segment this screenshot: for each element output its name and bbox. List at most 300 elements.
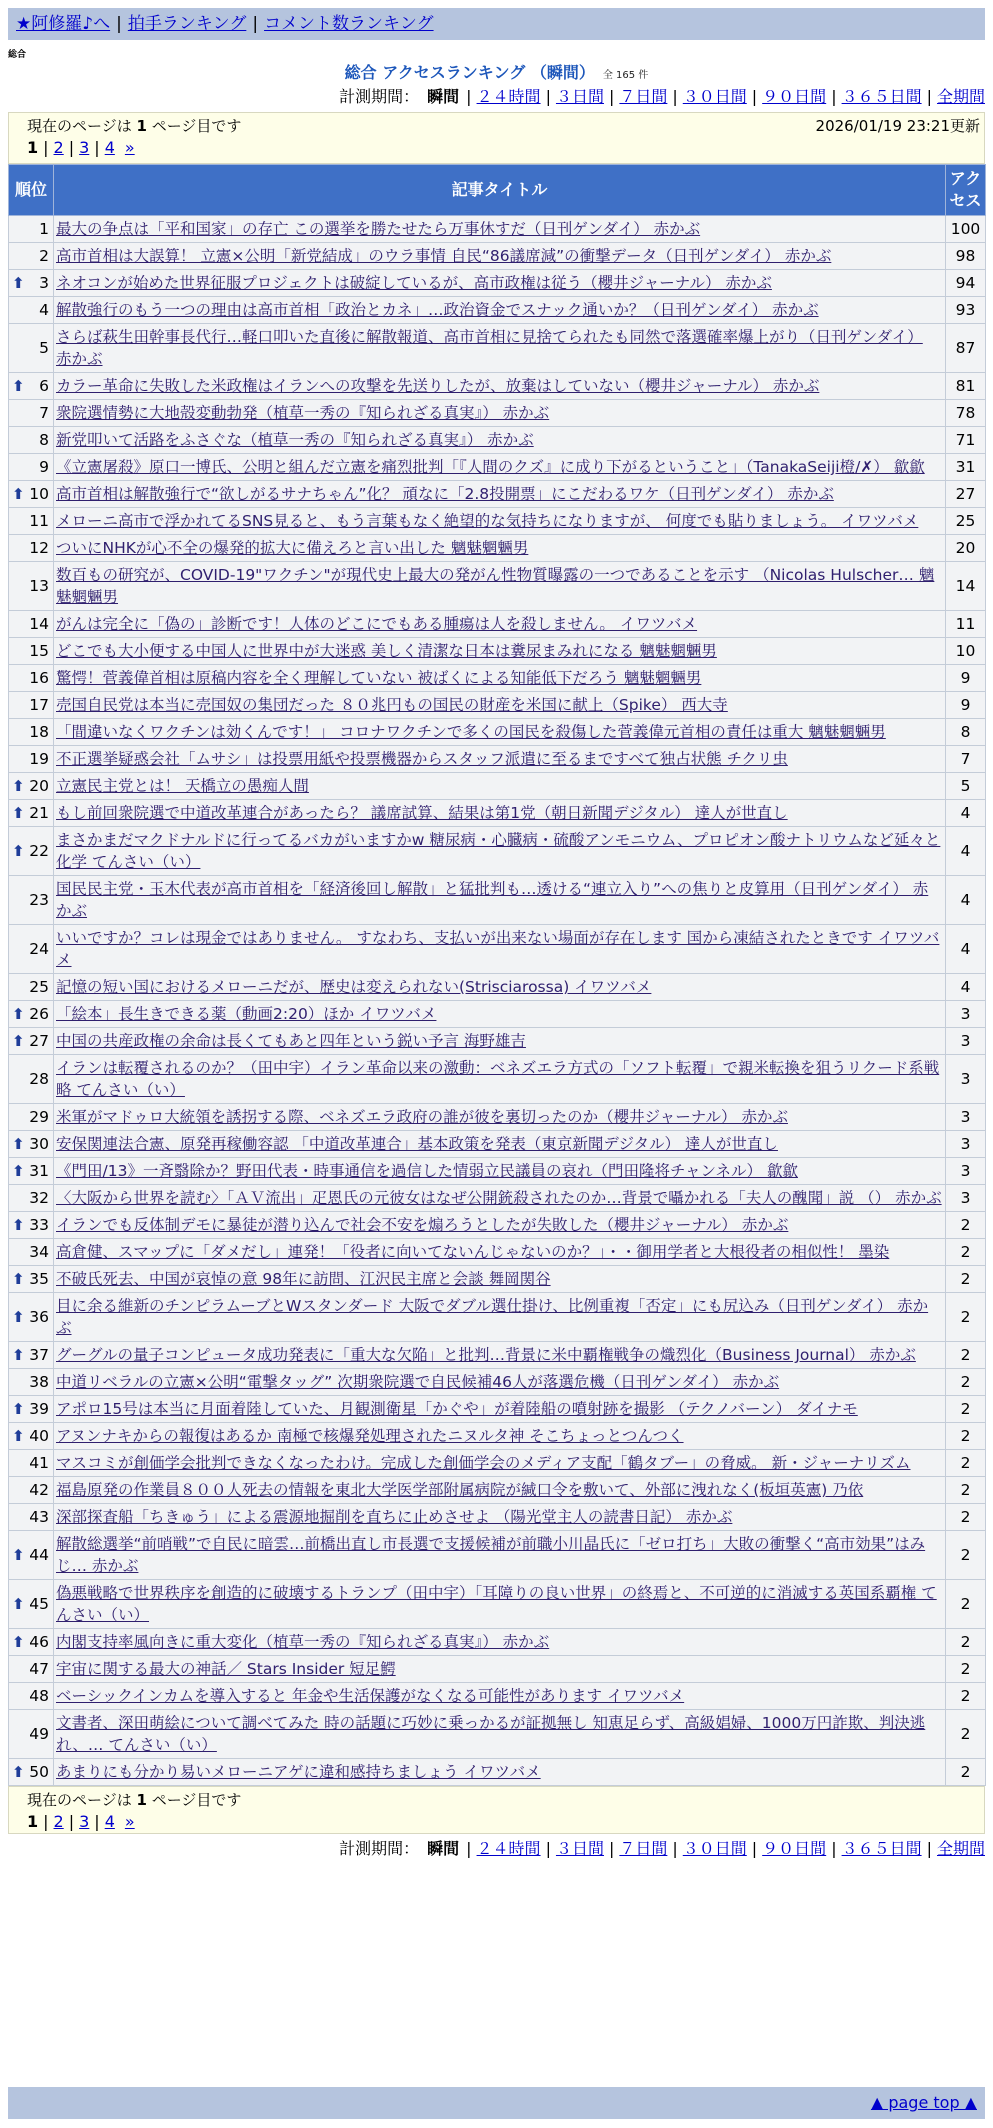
title-cell — [54, 876, 946, 925]
title-cell — [54, 1450, 946, 1477]
title-cell — [54, 1104, 946, 1131]
table-row — [9, 373, 986, 400]
top-nav-bar: ★阿修羅♪へ | 拍手ランキング | コメント数ランキング — [8, 8, 985, 40]
rank-number: 14 — [29, 615, 49, 633]
page-3-link[interactable]: 3 — [79, 138, 90, 157]
table-row — [9, 1342, 986, 1369]
table-row — [9, 400, 986, 427]
access-count: 8 — [946, 719, 986, 746]
article-link[interactable]: がんは完全に「偽の」診断です！人体のどこにでもある腫瘍は人を殺しません。 イワツバメ — [56, 615, 698, 633]
up-arrow-icon: ⬆ — [12, 842, 25, 860]
article-link[interactable]: 中道リベラルの立憲×公明“電撃タッグ” 次期衆院選で自民候補46人が落選危機（日刊ゲンダイ） 赤かぶ — [56, 1373, 780, 1391]
access-count: 2 — [946, 1531, 986, 1580]
period-90d-link[interactable]: ９０日間 — [762, 1839, 827, 1858]
article-link[interactable]: ベーシックインカムを導入すると 年金や生活保護がなくなる可能性があります イワツバメ — [56, 1687, 685, 1705]
page-4-link[interactable]: 4 — [104, 138, 115, 157]
title-cell — [54, 1477, 946, 1504]
up-arrow-icon: ⬆ — [12, 1346, 25, 1364]
table-row — [9, 1055, 986, 1104]
period-3d-link[interactable]: ３日間 — [555, 1839, 604, 1858]
table-row — [9, 1369, 986, 1396]
article-link[interactable]: 解散総選挙“前哨戦”で自民に暗雲…前橋出直し市長選で支援候補が前職小川晶氏に「ゼロ打ち」大敗の衝撃く“高市効果”はみじ… 赤かぶ — [56, 1535, 926, 1575]
table-row — [9, 454, 986, 481]
table-row — [9, 1531, 986, 1580]
rank-number: 38 — [29, 1373, 49, 1391]
up-arrow-icon: ⬆ — [12, 1032, 25, 1050]
title-cell — [54, 1423, 946, 1450]
rank-cell — [9, 876, 54, 925]
access-count: 14 — [946, 562, 986, 611]
article-link[interactable]: 国民民主党・玉木代表が高市首相を「経済後回し解散」と猛批判も…透ける“連立入り”への焦りと皮算用（日刊ゲンダイ） 赤かぶ — [56, 880, 929, 920]
ranking-heading — [0, 62, 993, 87]
rank-cell — [9, 1423, 54, 1450]
table-row — [9, 535, 986, 562]
title-cell — [54, 535, 946, 562]
table-row — [9, 1158, 986, 1185]
article-link[interactable]: 売国自民党は本当に売国奴の集団だった ８０兆円もの国民の財産を米国に献上（Spike） 西大寺 — [56, 696, 728, 714]
up-arrow-icon: ⬆ — [12, 804, 25, 822]
rank-number: 35 — [29, 1270, 49, 1288]
up-arrow-icon: ⬆ — [12, 1400, 25, 1418]
title-cell — [54, 1710, 946, 1759]
article-link[interactable]: イランでも反体制デモに暴徒が潜り込んで社会不安を煽ろうとしたが失敗した（櫻井ジャーナル） 赤かぶ — [56, 1216, 789, 1234]
title-cell — [54, 562, 946, 611]
rank-cell — [9, 297, 54, 324]
access-count: 2 — [946, 1396, 986, 1423]
rank-number: 7 — [39, 404, 49, 422]
rank-number: 33 — [29, 1216, 49, 1234]
access-count: 100 — [946, 216, 986, 243]
access-count: 87 — [946, 324, 986, 373]
rank-number: 10 — [29, 485, 49, 503]
rank-cell — [9, 1450, 54, 1477]
article-link[interactable]: アポロ15号は本当に月面着陸していた、月観測衛星「かぐや」が着陸船の噴射跡を撮影 （テクノバーン） ダイナモ — [56, 1400, 858, 1418]
rank-number: 48 — [29, 1687, 49, 1705]
article-link[interactable]: 《立憲屠殺》原口一博氏、公明と組んだ立憲を痛烈批判「『人間のクズ』に成り下がるということ」（TanakaSeiji橙/✗） 歙歙 — [56, 458, 925, 476]
rank-number: 8 — [39, 431, 49, 449]
rank-cell — [9, 1759, 54, 1786]
article-link[interactable]: まさかまだマクドナルドに行ってるバカがいますかw 糖尿病・心臓病・硫酸アンモニウム、プロピオン酸ナトリウムなど延々と化学 てんさい（い） — [56, 831, 941, 871]
rank-number: 40 — [29, 1427, 49, 1445]
title-cell — [54, 1342, 946, 1369]
rank-number: 26 — [29, 1005, 49, 1023]
access-column-header: アクセス — [946, 165, 986, 216]
table-row — [9, 562, 986, 611]
period-90d-link[interactable]: ９０日間 — [762, 87, 827, 106]
rank-number: 31 — [29, 1162, 49, 1180]
up-arrow-icon: ⬆ — [12, 377, 25, 395]
rank-cell — [9, 1266, 54, 1293]
title-cell — [54, 1293, 946, 1342]
access-count: 9 — [946, 665, 986, 692]
pager-bottom — [8, 1786, 985, 1834]
table-row — [9, 665, 986, 692]
rank-number: 43 — [29, 1508, 49, 1526]
rank-cell — [9, 1055, 54, 1104]
rank-number: 13 — [29, 577, 49, 595]
up-arrow-icon: ⬆ — [12, 1595, 25, 1613]
rank-cell — [9, 827, 54, 876]
rank-number: 1 — [39, 220, 49, 238]
access-count: 3 — [946, 1185, 986, 1212]
article-link[interactable]: あまりにも分かり易いメローニアゲに違和感持ちましょう イワツバメ — [56, 1763, 541, 1781]
article-link[interactable]: いいですか？コレは現金ではありません。 すなわち、支払いが出来ない場面が存在します 国から凍結されたときです イワツバメ — [56, 929, 940, 969]
access-count: 2 — [946, 1450, 986, 1477]
article-link[interactable]: 不破氏死去、中国が哀悼の意 98年に訪問、江沢民主席と会談 舞岡関谷 — [56, 1270, 551, 1288]
access-count: 4 — [946, 800, 986, 827]
title-cell — [54, 324, 946, 373]
table-row — [9, 297, 986, 324]
rank-cell — [9, 1185, 54, 1212]
article-link[interactable]: 米軍がマドゥロ大統領を誘拐する際、ベネズエラ政府の誰が彼を裏切ったのか（櫻井ジャーナル） 赤かぶ — [56, 1108, 788, 1126]
rank-cell — [9, 1369, 54, 1396]
up-arrow-icon: ⬆ — [12, 1005, 25, 1023]
title-cell — [54, 1212, 946, 1239]
access-count: 4 — [946, 974, 986, 1001]
period-24h-link[interactable]: ２４時間 — [476, 1839, 541, 1858]
access-count: 2 — [946, 1266, 986, 1293]
period-selector-bottom: 計測期間： 瞬間 | ２４時間 | ３日間 | ７日間 | ３０日間 | ９０日間 | ３６５日間 | 全期間 — [339, 1839, 985, 1858]
rank-cell — [9, 611, 54, 638]
period-365d-link[interactable]: ３６５日間 — [841, 1839, 922, 1858]
rank-number: 21 — [29, 804, 49, 822]
title-cell — [54, 827, 946, 876]
table-row — [9, 216, 986, 243]
article-link[interactable]: 高倉健、スマップに「ダメだし」連発！「役者に向いてないんじゃないのか？」・・御用学者と大根役者の相似性！ 墨染 — [56, 1243, 890, 1261]
period-7d-link[interactable]: ７日間 — [619, 1839, 668, 1858]
rank-cell — [9, 1104, 54, 1131]
up-arrow-icon: ⬆ — [12, 485, 25, 503]
title-cell — [54, 611, 946, 638]
rank-number: 28 — [29, 1070, 49, 1088]
article-link[interactable]: カラー革命に失敗した米政権はイランへの攻撃を先送りしたが、放棄はしていない（櫻井ジャーナル） 赤かぶ — [56, 377, 820, 395]
access-count: 2 — [946, 1580, 986, 1629]
rank-number: 27 — [29, 1032, 49, 1050]
article-link[interactable]: 偽悪戦略で世界秩序を創造的に破壊するトランプ（田中宇）「耳障りの良い世界」の終焉と、不可逆的に消滅する英国系覇権 てんさい（い） — [56, 1584, 937, 1624]
rank-cell — [9, 1239, 54, 1266]
rank-number: 24 — [29, 940, 49, 958]
rank-cell — [9, 373, 54, 400]
article-link[interactable]: 「絵本」長生きできる薬（動画2:20）ほか イワツバメ — [56, 1005, 437, 1023]
article-link[interactable]: 高市首相は解散強行で“欲しがるサナちゃん”化？ 頑なに「2.8投開票」にこだわるワケ（日刊ゲンダイ） 赤かぶ — [56, 485, 834, 503]
article-link[interactable]: ついにNHKが心不全の爆発的拡大に備えろと言い出した 魑魅魍魎男 — [56, 539, 529, 557]
rank-number: 50 — [29, 1763, 49, 1781]
article-link[interactable]: 衆院選情勢に大地殻変動勃発（植草一秀の『知られざる真実』） 赤かぶ — [56, 404, 550, 422]
access-count: 3 — [946, 1055, 986, 1104]
access-count: 2 — [946, 1293, 986, 1342]
title-cell — [54, 773, 946, 800]
rank-cell — [9, 800, 54, 827]
title-cell — [54, 1158, 946, 1185]
article-link[interactable]: 中国の共産政権の余命は長くてもあと四年という鋭い予言 海野雄吉 — [56, 1032, 526, 1050]
access-count: 4 — [946, 876, 986, 925]
table-row — [9, 1710, 986, 1759]
article-link[interactable]: 数百もの研究が、COVID-19"ワクチン"が現代史上最大の発がん性物質曝露の一つであることを示す （Nicolas Hulscher… 魑魅魍魎男 — [56, 566, 935, 606]
access-count: 2 — [946, 1342, 986, 1369]
rank-number: 49 — [29, 1725, 49, 1743]
article-link[interactable]: ネオコンが始めた世界征服プロジェクトは破綻しているが、高市政権は従う（櫻井ジャーナル） 赤かぶ — [56, 274, 772, 292]
table-row — [9, 1266, 986, 1293]
rank-number: 36 — [29, 1308, 49, 1326]
article-link[interactable]: 〈大阪から世界を読む〉「ＡＶ流出」疋恩氏の元彼女はなぜ公開銃殺されたのか…背景で囁かれる「夫人の醜聞」説 （） 赤かぶ — [56, 1189, 942, 1207]
title-cell — [54, 719, 946, 746]
rank-cell — [9, 427, 54, 454]
rank-number: 4 — [39, 301, 49, 319]
rank-cell — [9, 1131, 54, 1158]
article-link[interactable]: 最大の争点は「平和国家」の存亡 この選挙を勝たせたら万事休すだ（日刊ゲンダイ） 赤かぶ — [56, 220, 701, 238]
access-count: 3 — [946, 1104, 986, 1131]
rank-cell — [9, 1028, 54, 1055]
access-count: 2 — [946, 1504, 986, 1531]
rank-number: 6 — [39, 377, 49, 395]
article-link[interactable]: もし前回衆院選で中道改革連合があったら？ 議席試算、結果は第1党（朝日新聞デジタル） 達人が世直し — [56, 804, 788, 822]
table-row — [9, 1580, 986, 1629]
table-row — [9, 1504, 986, 1531]
up-arrow-icon: ⬆ — [12, 274, 25, 292]
rank-cell — [9, 454, 54, 481]
up-arrow-icon: ⬆ — [12, 1633, 25, 1651]
title-cell — [54, 1656, 946, 1683]
access-count: 2 — [946, 1423, 986, 1450]
rank-number: 11 — [29, 512, 49, 530]
table-row — [9, 508, 986, 535]
rank-cell — [9, 1001, 54, 1028]
article-link[interactable]: 目に余る維新のチンピラムーブとWスタンダード 大阪でダブル選仕掛け、比例重複「否定」にも尻込み（日刊ゲンダイ） 赤かぶ — [56, 1297, 929, 1337]
rank-cell — [9, 773, 54, 800]
page-top-link[interactable]: ▲ page top ▲ — [870, 2093, 977, 2112]
page-1-current: 1 — [27, 138, 39, 157]
table-row — [9, 974, 986, 1001]
period-365d-link[interactable]: ３６５日間 — [841, 87, 922, 106]
period-30d-link[interactable]: ３０日間 — [682, 1839, 747, 1858]
article-link[interactable]: メローニ高市で浮かれてるSNS見ると、もう言葉もなく絶望的な気持ちになりますが、 何度でも貼りましょう。 イワツバメ — [56, 512, 919, 530]
rank-number: 37 — [29, 1346, 49, 1364]
article-link[interactable]: 不正選挙疑惑会社「ムサシ」は投票用紙や投票機器からスタッフ派遣に至るまですべて独占状態 チクリ虫 — [56, 750, 788, 768]
rank-cell — [9, 400, 54, 427]
access-count: 2 — [946, 1629, 986, 1656]
article-link[interactable]: さらば萩生田幹事長代行…軽口叩いた直後に解散報道、高市首相に見捨てられたも同然で落選確率爆上がり（日刊ゲンダイ） 赤かぶ — [56, 328, 923, 368]
title-cell — [54, 1504, 946, 1531]
home-link[interactable]: ★阿修羅♪へ — [16, 14, 111, 34]
rank-cell — [9, 638, 54, 665]
title-cell — [54, 1580, 946, 1629]
title-cell — [54, 481, 946, 508]
ranking-table — [8, 164, 986, 1786]
access-count: 2 — [946, 1212, 986, 1239]
access-count: 2 — [946, 1239, 986, 1266]
period-3d-link[interactable]: ３日間 — [555, 87, 604, 106]
period-all-link[interactable]: 全期間 — [936, 87, 985, 106]
rank-cell — [9, 1656, 54, 1683]
table-row — [9, 1028, 986, 1055]
rank-cell — [9, 925, 54, 974]
period-selector-top: 計測期間： 瞬間 | ２４時間 | ３日間 | ７日間 | ３０日間 | ９０日間 | ３６５日間 | 全期間 — [339, 87, 985, 106]
rank-number: 18 — [29, 723, 49, 741]
title-cell — [54, 400, 946, 427]
access-count: 94 — [946, 270, 986, 297]
rank-number: 47 — [29, 1660, 49, 1678]
access-count: 3 — [946, 1131, 986, 1158]
access-count: 78 — [946, 400, 986, 427]
table-row — [9, 1239, 986, 1266]
title-cell — [54, 1266, 946, 1293]
rank-number: 22 — [29, 842, 49, 860]
period-30d-link[interactable]: ３０日間 — [682, 87, 747, 106]
rank-cell — [9, 1504, 54, 1531]
rank-number: 42 — [29, 1481, 49, 1499]
title-cell — [54, 270, 946, 297]
article-link[interactable]: 記憶の短い国におけるメローニだが、歴史は変えられない(Strisciarossa) イワツバメ — [56, 978, 652, 996]
rank-cell — [9, 719, 54, 746]
page-2-link[interactable]: 2 — [53, 138, 64, 157]
table-row — [9, 1629, 986, 1656]
rank-cell — [9, 1710, 54, 1759]
article-link[interactable]: 深部探査船「ちきゅう」による震源地掘削を直ちに止めさせよ （陽光堂主人の読書日記） 赤かぶ — [56, 1508, 733, 1526]
table-row — [9, 719, 986, 746]
period-24h-link[interactable]: ２４時間 — [476, 87, 541, 106]
next-page-link[interactable]: » — [124, 138, 135, 157]
pager-top — [8, 112, 985, 164]
rank-number: 2 — [39, 247, 49, 265]
up-arrow-icon: ⬆ — [12, 1763, 25, 1781]
current-page-text: 現在のページは 1 ページ目です — [27, 1791, 242, 1809]
article-link[interactable]: アヌンナキからの報復はあるか 南極で核爆発処理されたニヌルタ神 そこちょっとつんつく — [56, 1427, 684, 1445]
article-link[interactable]: 新党叩いて活路をふさぐな（植草一秀の『知られざる真実』） 赤かぶ — [56, 431, 534, 449]
table-row — [9, 1001, 986, 1028]
title-cell — [54, 1239, 946, 1266]
rank-number: 46 — [29, 1633, 49, 1651]
up-arrow-icon: ⬆ — [12, 1427, 25, 1445]
up-arrow-icon: ⬆ — [12, 1308, 25, 1326]
article-link[interactable]: 「間違いなくワクチンは効くんです！」 コロナワクチンで多くの国民を殺傷した菅義偉元首相の責任は重大 魑魅魍魎男 — [56, 723, 886, 741]
table-row — [9, 1450, 986, 1477]
table-row — [9, 481, 986, 508]
article-link[interactable]: 解散強行のもう一つの理由は高市首相「政治とカネ」…政治資金でスナック通いか？（日刊ゲンダイ） 赤かぶ — [56, 301, 819, 319]
article-link[interactable]: イランは転覆されるのか？（田中宇）イラン革命以来の激動：ベネズエラ方式の「ソフト転覆」で親米転換を狙うリクード系戦略 てんさい（い） — [56, 1059, 940, 1099]
rank-number: 16 — [29, 669, 49, 687]
rank-cell — [9, 1293, 54, 1342]
access-count: 7 — [946, 746, 986, 773]
table-row — [9, 827, 986, 876]
rank-number: 45 — [29, 1595, 49, 1613]
article-link[interactable]: 安保関連法合憲、原発再稼働容認 「中道改革連合」基本政策を発表（東京新聞デジタル） 達人が世直し — [56, 1135, 778, 1153]
access-count: 98 — [946, 243, 986, 270]
access-count: 5 — [946, 773, 986, 800]
access-count: 2 — [946, 1683, 986, 1710]
updated-timestamp: 2026/01/19 23:21更新 — [815, 117, 980, 135]
article-link[interactable]: 立憲民主党とは！ 天橋立の愚痴人間 — [56, 777, 309, 795]
table-row — [9, 773, 986, 800]
clap-ranking-link[interactable]: 拍手ランキング — [127, 14, 247, 34]
rank-number: 12 — [29, 539, 49, 557]
article-link[interactable]: 《門田/13》一斉翳除か？野田代表・時事通信を過信した情弱立民議員の哀れ（門田隆将チャンネル） 歙歙 — [56, 1162, 798, 1180]
access-count: 3 — [946, 1028, 986, 1055]
rank-cell — [9, 1580, 54, 1629]
article-link[interactable]: グーグルの量子コンピュータ成功発表に「重大な欠陥」と批判…背景に米中覇権戦争の熾烈化（Business Journal） 赤かぶ — [56, 1346, 916, 1364]
table-row — [9, 692, 986, 719]
access-count: 93 — [946, 297, 986, 324]
access-count: 71 — [946, 427, 986, 454]
page-1-current: 1 — [27, 1812, 39, 1831]
rank-cell — [9, 1342, 54, 1369]
article-link[interactable]: 福島原発の作業員８００人死去の情報を東北大学医学部附属病院が緘口令を敷いて、外部に洩れなく(板垣英憲) 乃依 — [56, 1481, 864, 1499]
table-row — [9, 427, 986, 454]
page-4-link[interactable]: 4 — [104, 1812, 115, 1831]
article-link[interactable]: 内閣支持率風向きに重大変化（植草一秀の『知られざる真実』） 赤かぶ — [56, 1633, 550, 1651]
table-row — [9, 324, 986, 373]
up-arrow-icon: ⬆ — [12, 1270, 25, 1288]
access-count: 2 — [946, 1710, 986, 1759]
table-row — [9, 1396, 986, 1423]
title-cell — [54, 692, 946, 719]
rank-cell — [9, 481, 54, 508]
article-link[interactable]: どこでも大小便する中国人に世界中が大迷惑 美しく清潔な日本は糞尿まみれになる 魑魅魍魎男 — [56, 642, 717, 660]
ranking-table-body — [9, 216, 986, 1786]
table-row — [9, 1683, 986, 1710]
rank-number: 34 — [29, 1243, 49, 1261]
rank-number: 29 — [29, 1108, 49, 1126]
title-cell — [54, 1629, 946, 1656]
table-row — [9, 1656, 986, 1683]
table-row — [9, 746, 986, 773]
title-cell — [54, 1131, 946, 1158]
rank-cell — [9, 1477, 54, 1504]
title-cell — [54, 1369, 946, 1396]
table-row — [9, 1423, 986, 1450]
page-2-link[interactable]: 2 — [53, 1812, 64, 1831]
period-label: 計測期間： — [339, 87, 420, 106]
access-count: 25 — [946, 508, 986, 535]
rank-cell — [9, 1396, 54, 1423]
table-row — [9, 1293, 986, 1342]
title-column-header: 記事タイトル — [54, 165, 946, 216]
bottom-bar — [8, 2087, 985, 2119]
access-count: 31 — [946, 454, 986, 481]
access-count: 10 — [946, 638, 986, 665]
access-count: 2 — [946, 1656, 986, 1683]
article-link[interactable]: マスコミが創価学会批判できなくなったわけ。完成した創価学会のメディア支配「鶴タブー」の脅威。 新・ジャーナリズム — [56, 1454, 911, 1472]
item-count: 全 165 件 — [602, 70, 649, 81]
table-row — [9, 243, 986, 270]
title-cell — [54, 925, 946, 974]
rank-number: 15 — [29, 642, 49, 660]
title-cell — [54, 1531, 946, 1580]
access-count: 11 — [946, 611, 986, 638]
period-all-link[interactable]: 全期間 — [936, 1839, 985, 1858]
title-cell — [54, 373, 946, 400]
access-count: 81 — [946, 373, 986, 400]
rank-number: 41 — [29, 1454, 49, 1472]
page-3-link[interactable]: 3 — [79, 1812, 90, 1831]
article-link[interactable]: 宇宙に関する最大の神話／ Stars Insider 短足鰐 — [56, 1660, 396, 1678]
article-link[interactable]: 驚愕！菅義偉首相は原稿内容を全く理解していない 被ばくによる知能低下だろう 魑魅魍魎男 — [56, 669, 702, 687]
rank-number: 20 — [29, 777, 49, 795]
title-cell — [54, 638, 946, 665]
title-cell — [54, 1185, 946, 1212]
up-arrow-icon: ⬆ — [12, 1135, 25, 1153]
next-page-link[interactable]: » — [124, 1812, 135, 1831]
comment-ranking-link[interactable]: コメント数ランキング — [264, 14, 434, 34]
table-row — [9, 1212, 986, 1239]
article-link[interactable]: 文書者、深田萌絵について調べてみた 時の話題に巧妙に乗っかるが証拠無し 知恵足らず、高級娼婦、1000万円詐欺、判決逃れ、… てんさい（い） — [56, 1714, 926, 1754]
current-page-text: 現在のページは 1 ページ目です — [27, 117, 242, 135]
article-link[interactable]: 高市首相は大誤算！ 立憲×公明「新党結成」のウラ事情 自民“86議席減”の衝撃データ（日刊ゲンダイ） 赤かぶ — [56, 247, 832, 265]
period-7d-link[interactable]: ７日間 — [619, 87, 668, 106]
rank-cell — [9, 535, 54, 562]
title-cell — [54, 1396, 946, 1423]
title-cell — [54, 1028, 946, 1055]
access-count: 4 — [946, 925, 986, 974]
